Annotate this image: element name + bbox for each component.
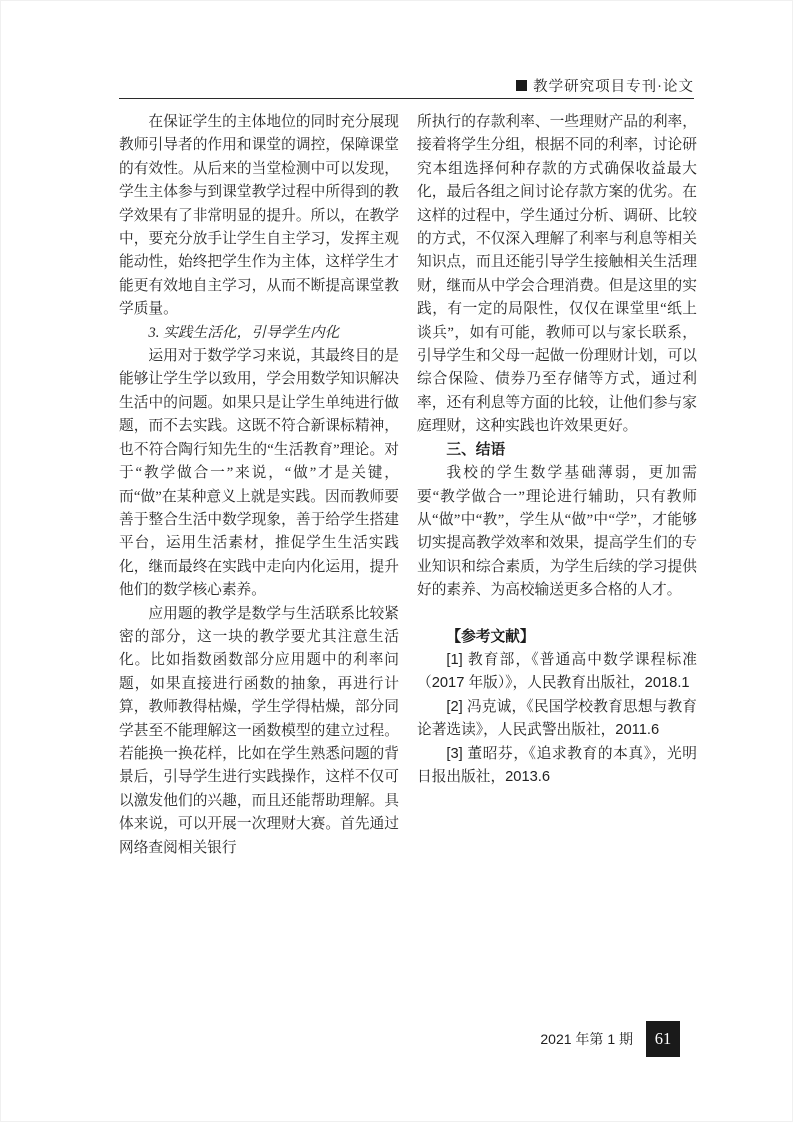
article-body [119, 111, 697, 860]
paragraph: 在保证学生的主体地位的同时充分展现教师引导者的作用和课堂的调控，保障课堂的有效性。从后来的当堂检测中可以发现，学生主体参与到课堂教学过程中所得到的教学效果有了非常明显的提升。所以，在教学中，要充分放手让学生自主学习，发挥主观能动性，始终把学生作为主体，这样学生才能更有效地自主学习，从而不断提高课堂教学质量。 [119, 114, 399, 318]
subsection-heading: 3. 实践生活化，引导学生内化 [148, 324, 340, 341]
reference-item: [3] 董昭芬，《追求教育的本真》，光明日报出版社，2013.6 [417, 745, 697, 785]
paragraph: 应用题的教学是数学与生活联系比较紧密的部分，这一块的教学要尤其注意生活化。比如指数函数部分应用题中的利率问题，如果直接进行函数的抽象，再进行计算，教师教得枯燥，学生学得枯燥，部分同学甚至不能理解这一函数模型的建立过程。若能换一换花样，比如在学生熟悉问题的背景后，引导学生进行实践操作，这样不仅可以激发他们的兴趣，而且还能帮助理解。具体来说，可以开展一次理财大赛。首先通过网络查阅相关银行 [119, 605, 399, 856]
black-square-icon [516, 80, 527, 91]
paragraph-continuation: 所执行的存款利率、一些理财产品的利率，接着将学生分组，根据不同的利率，讨论研究本组选择何种存款的方式确保收益最大化，最后各组之间讨论存款方案的优劣。在这样的过程中，学生通过分析、调研、比较的方式，不仅深入理解了利率与利息等相关知识点，而且还能引导学生接触相关生活理财，继而从中学会合理消费。但是这里的实践，有一定的局限性，仅仅在课堂里“纸上谈兵”，如有可能，教师可以与家长联系，引导学生和父母一起做一份理财计划，可以综合保险、债券乃至存储等方式，通过利率，还有利息等方面的比较，让他们参与家庭理财，这种实践也许效果更好。 [417, 114, 697, 435]
page-number-badge: 61 [646, 1021, 680, 1057]
page-header [516, 75, 694, 96]
reference-item: [1] 教育部，《普通高中数学课程标准（2017 年版）》，人民教育出版社，2018.1 [417, 651, 697, 692]
conclusion-heading: 三、结语 [446, 441, 506, 458]
left-column [119, 111, 399, 860]
header-divider [119, 98, 694, 99]
header-section-label: 教学研究项目专刊·论文 [533, 79, 694, 95]
paragraph: 我校的学生数学基础薄弱，更加需要“教学做合一”理论进行辅助，只有教师从“做”中“教”，学生从“做”中“学”，才能够切实提高教学效率和效果，提高学生们的专业知识和综合素质，为学生后续的学习提供好的素养、为高校输送更多合格的人才。 [417, 465, 697, 599]
reference-item: [2] 冯克诚，《民国学校教育思想与教育论著选读》，人民武警出版社，2011.6 [417, 698, 697, 739]
paragraph: 运用对于数学学习来说，其最终目的是能够让学生学以致用，学会用数学知识解决生活中的问题。如果只是让学生单纯进行做题，而不去实践。这既不符合新课标精神，也不符合陶行知先生的“生活教育”理论。对于“教学做合一”来说，“做”才是关键，而“做”在某种意义上就是实践。因而教师要善于整合生活中数学现象，善于给学生搭建平台，运用生活素材，推促学生生活实践化，继而最终在实践中走向内化运用，提升他们的数学核心素养。 [119, 348, 399, 599]
issue-label: 2021 年第 1 期 [540, 1031, 633, 1047]
right-column [417, 111, 697, 860]
page-footer [540, 1021, 680, 1057]
references-heading: 【参考文献】 [446, 628, 535, 645]
